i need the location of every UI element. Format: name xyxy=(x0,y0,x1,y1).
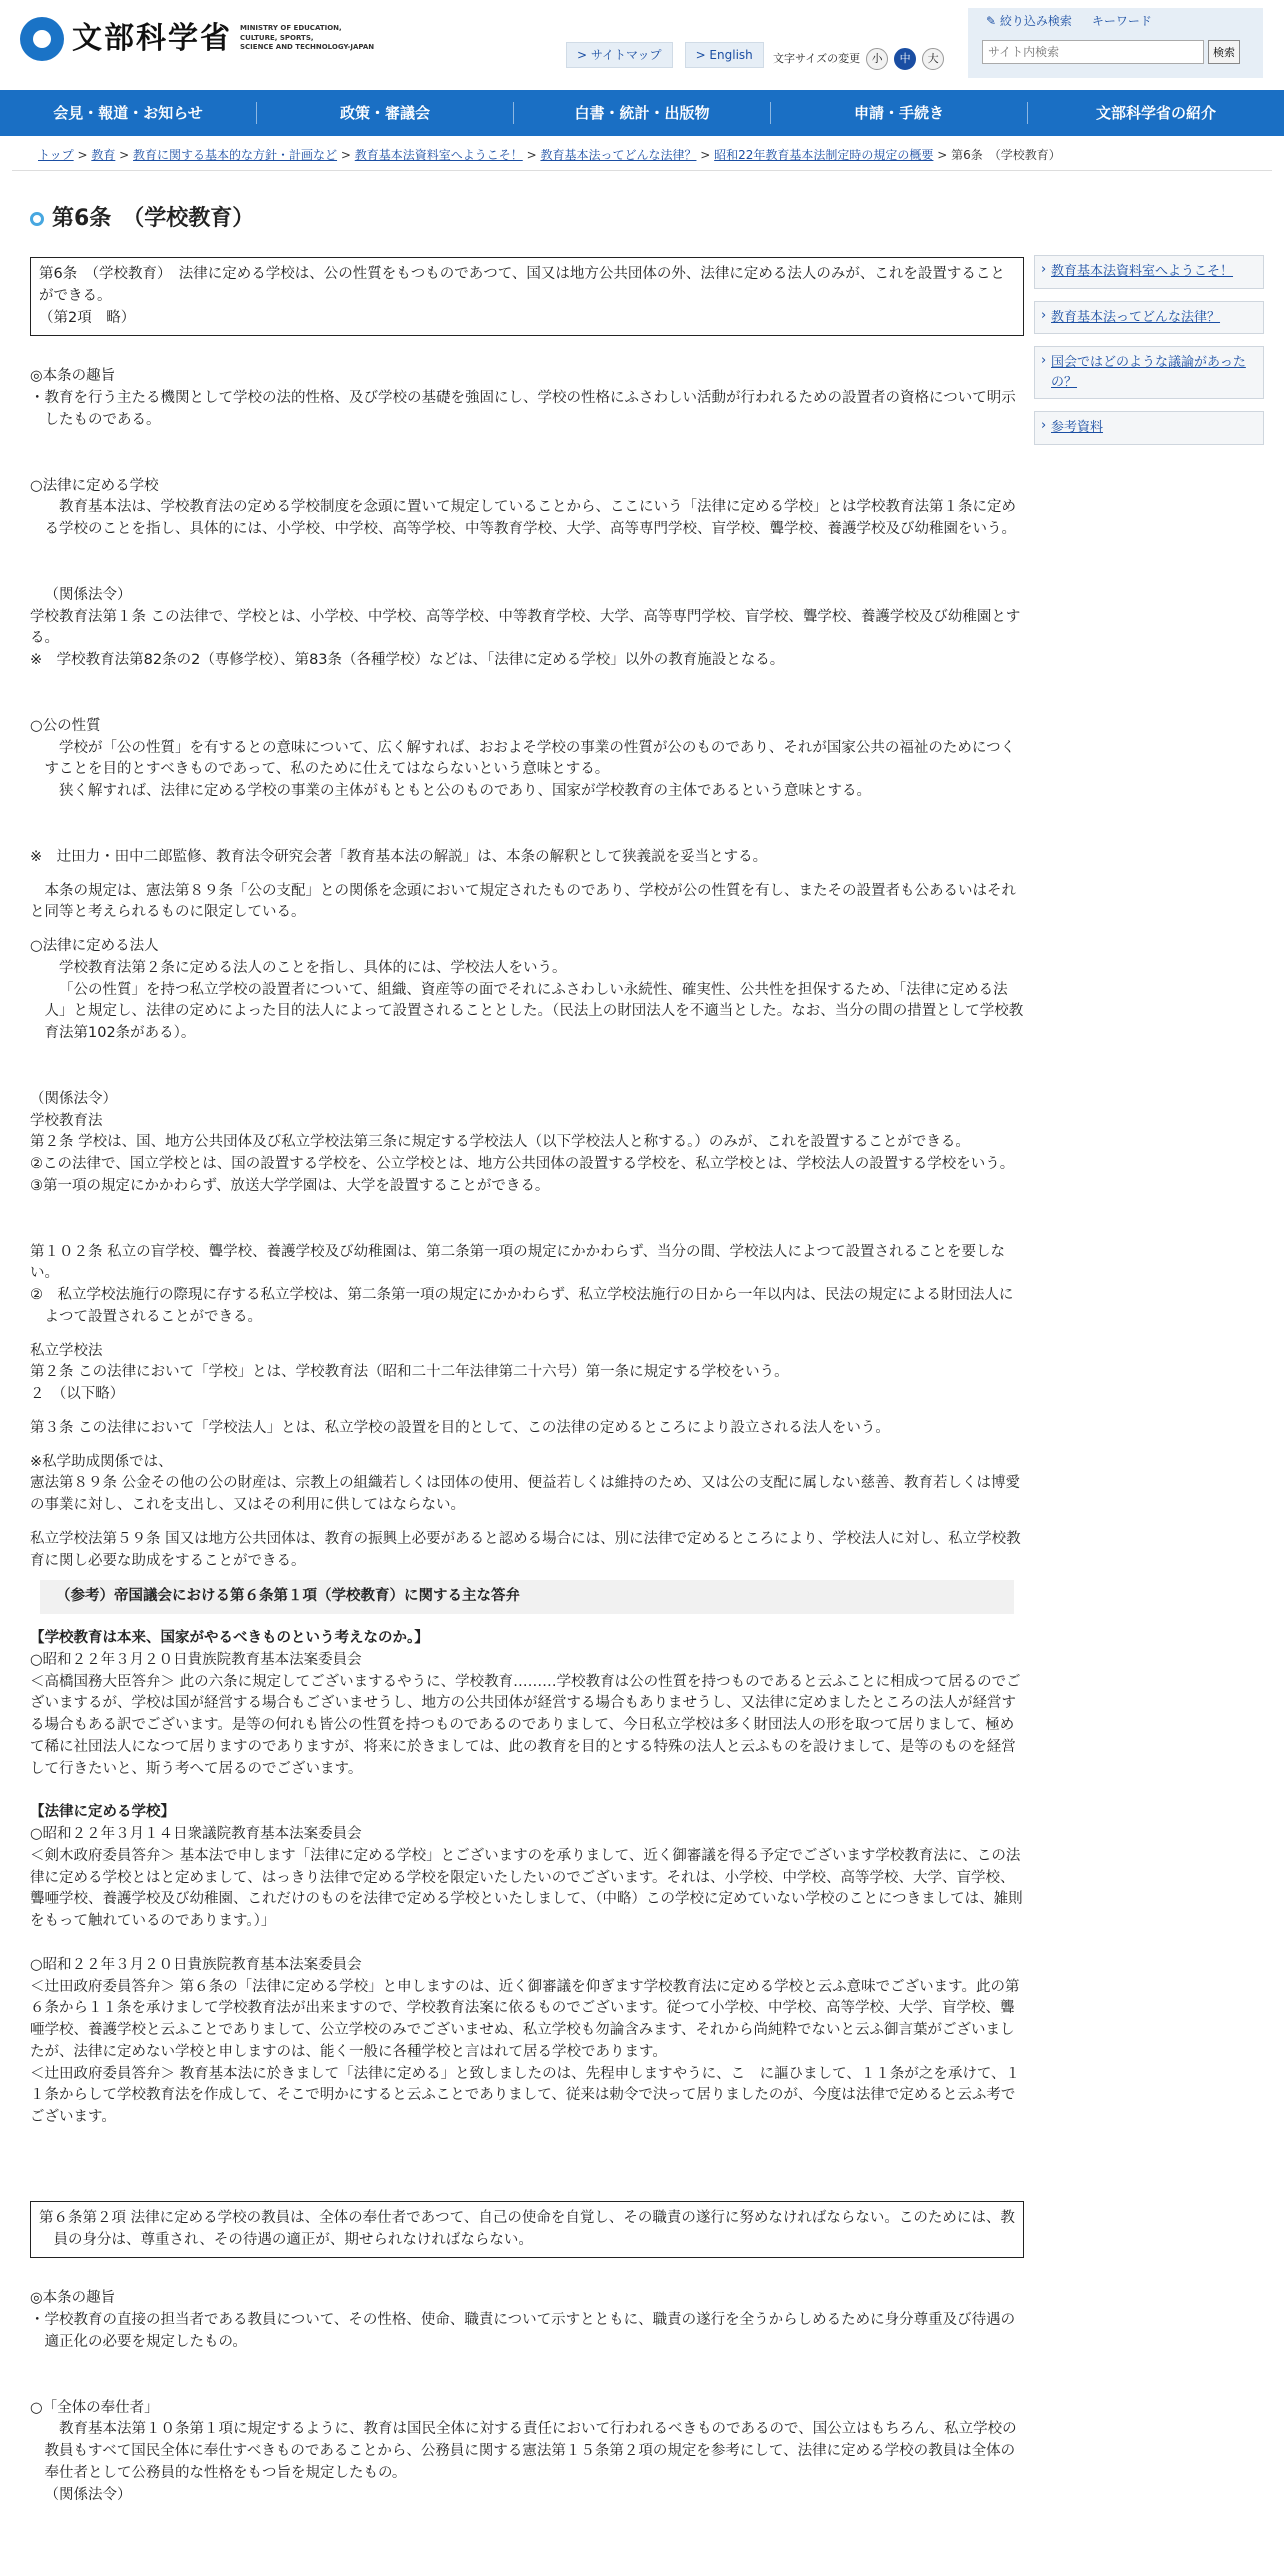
sidebar-link-about-law[interactable]: › 教育基本法ってどんな法律？ xyxy=(1034,301,1264,335)
page-title xyxy=(30,202,1024,235)
section-heading: ◎本条の趣旨 xyxy=(30,368,116,385)
font-size-large-button[interactable]: 大 xyxy=(922,48,944,70)
breadcrumb-link[interactable]: 昭和22年教育基本法制定時の規定の概要 xyxy=(714,148,934,162)
english-link[interactable]: > English xyxy=(685,42,764,68)
sidebar-link-references[interactable]: › 参考資料 xyxy=(1034,411,1264,445)
breadcrumb-link[interactable]: トップ xyxy=(38,148,74,162)
logo-english: MINISTRY OF EDUCATION, CULTURE, SPORTS, SCIENCE AND TECHNOLOGY-JAPAN xyxy=(240,24,375,52)
nav-item-press[interactable]: 会見・報道・お知らせ xyxy=(0,102,257,124)
font-size-control xyxy=(773,48,944,70)
nav-item-about[interactable]: 文部科学省の紹介 xyxy=(1095,103,1216,122)
circle-bullet-icon xyxy=(30,212,44,226)
nav-item-application[interactable]: 申請・手続き xyxy=(771,102,1028,124)
reference-heading: （参考）帝国議会における第６条第１項（学校教育）に関する主な答弁 xyxy=(40,1580,1014,1614)
global-nav xyxy=(0,90,1284,136)
section-heading: ○公の性質 xyxy=(30,717,101,734)
ministry-logo[interactable] xyxy=(20,16,374,61)
breadcrumb-link[interactable]: 教育基本法資料室へようこそ！ xyxy=(354,148,523,162)
nav-item-policy[interactable]: 政策・審議会 xyxy=(257,102,514,124)
site-header xyxy=(0,0,1284,90)
sidebar-link-welcome[interactable]: › 教育基本法資料室へようこそ！ xyxy=(1034,255,1264,289)
sitemap-link[interactable]: > サイトマップ xyxy=(566,42,673,68)
page-title-text: 第6条 （学校教育） xyxy=(52,206,255,231)
font-size-small-button[interactable]: 小 xyxy=(866,48,888,70)
search-tab-keyword[interactable]: キーワード xyxy=(1091,14,1152,28)
breadcrumb-link[interactable]: 教育に関する基本的な方針・計画など xyxy=(133,148,338,162)
sidebar-link-diet[interactable]: › 国会ではどのような議論があったの？ xyxy=(1034,346,1264,399)
nav-item-whitepaper[interactable]: 白書・統計・出版物 xyxy=(514,102,771,124)
logo-mark-icon xyxy=(20,17,64,61)
font-size-medium-button[interactable]: 中 xyxy=(894,48,916,70)
breadcrumb: トップ > 教育 > 教育に関する基本的な方針・計画など > 教育基本法資料室へようこそ！ > 教育基本法ってどんな法律？ > 昭和22年教育基本法制定時の規定の概要 > 第6条 （学校教育） xyxy=(12,136,1272,171)
section-heading: ◎本条の趣旨 xyxy=(30,2290,116,2307)
section-heading: ○法律に定める法人 xyxy=(30,938,159,954)
logo-title: 文部科学省 xyxy=(72,21,232,56)
search-button[interactable]: 検索 xyxy=(1208,40,1240,64)
article-box-6-2: 第６条第２項 法律に定める学校の教員は、全体の奉仕者であつて、自己の使命を自覚し、その職責の遂行に努めなければならない。このためには、教員の身分は、尊重され、その待遇の適正が、期せられなければならない。 xyxy=(30,2201,1024,2259)
main-content: 第6条 （学校教育） 第6条 （学校教育） 法律に定める学校は、公の性質をもつものであつて、国又は地方公共団体の外、法律に定める法人のみが、これを設置することができる。 （第2項 略） ◎本条の趣旨 ・教育を行う主たる機関として学校の法的性格、及び学校の基礎を強固にし、学校の性格にふさわしい活動が行われるための設置者の資格について明示したものである。 ○法律に定める学校 教育基本法は、学校教育法の定める学校制度を念頭に置いて規定していることから、ここにいう「法律に定める学校」とは学校教育法第１条に定める学校のことを指し、具体的には、小学校、中学校、高等学校、中等教育学校、大学、高等専門学校、盲学校、聾学校、養護学校及び幼稚園をいう。 （関係法令） 学校教育法第１条 この法律で、学校とは、小学校、中学校、高等学校、中等教育学校、大学、高等専門学校、盲学校、聾学校、養護学校及び幼稚園とする。 ※ 学校教育法第82条の2（専修学校）、第83条（各種学校）などは、「法律に定める学校」以外の教育施設となる。 ○公の性質 学校が「公の性質」を有するとの意味について、広く解すれば、おおよそ学校の事業の性質が公のものであり、それが国家公共の福祉のためにつくすことを目的とすべきものであって、私のために仕えてはならないという意味とする。 狭く解すれば、法律に定める学校の事業の主体がもともと公のものであり、国家が学校教育の主体であるという意味とする。 ※ 辻田力・田中二郎監修、教育法令研究会著「教育基本法の解説」は、本条の解釈として狭義説を妥当とする。 本条の規定は、憲法第８９条「公の支配」との関係を念頭において規定されたものであり、学校が公の性質を有し、またその設置者も公あるいはそれと同等と考えられるものに限定している。 ○法律に定める法人 学校教育法第２条に定める法人のことを指し、具体的には、学校法人をいう。 「公の性質」を持つ私立学校の設置者について、組織、資産等の面でそれにふさわしい永続性、確実性、公共性を担保するため、「法律に定める法人」と規定し、法律の定めによった目的法人によって設置されることとした。（民法上の財団法人を不適当とした。なお、当分の間の措置として学校教育法第102条がある）。 （関係法令） 学校教育法 第２条 学校は、国、地方公共団体及び私立学校法第三条に規定する学校法人（以下学校法人と称する。）のみが、これを設置することができる。 ②この法律で、国立学校とは、国の設置する学校を、公立学校とは、地方公共団体の設置する学校を、私立学校とは、学校法人の設置する学校をいう。 ③第一項の規定にかかわらず、放送大学学園は、大学を設置することができる。 第１０２条 私立の盲学校、聾学校、養護学校及び幼稚園は、第二条第一項の規定にかかわらず、当分の間、学校法人によつて設置されることを要しない。 ② 私立学校法施行の際現に存する私立学校は、第二条第一項の規定にかかわらず、私立学校法施行の日から一年以内は、民法の規定による財団法人によつて設置されることができる。 私立学校法 第２条 この法律において「学校」とは、学校教育法（昭和二十二年法律第二十六号）第一条に規定する学校をいう。 ２ （以下略） 第３条 この法律において「学校法人」とは、私立学校の設置を目的として、この法律の定めるところにより設立される法人をいう。 ※私学助成関係では、 憲法第８９条 公金その他の公の財産は、宗教上の組織若しくは団体の使用、便益若しくは維持のため、又は公の支配に属しない慈善、教育若しくは博愛の事業に対し、これを支出し、又はその利用に供してはならない。 私立学校法第５９条 国又は地方公共団体は、教育の振興上必要があると認める場合には、別に法律で定めるところにより、学校法人に対し、私立学校教育に関し必要な助成をすることができる。 （参考）帝国議会における第６条第１項（学校教育）に関する主な答弁 【学校教育は本来、国家がやるべきものという考えなのか。】 ○昭和２２年３月２０日貴族院教育基本法案委員会 ＜高橋国務大臣答弁＞ 此の六条に規定してございまするやうに、学校教育………学校教育は公の性質を持つものであると云ふことに相成つて居るのでございまするが、学校は国が経営する場合もございませうし、地方の公共団体が経営する場合もありませうし、又法律に定めましたところの法人が経営する場合もある訳でございます。是等の何れも皆公の性質を持つものであるのでありまして、今日私立学校は多く財団法人の形を取つて居りまして、極めて稀に社団法人になつて居りますのでありますが、将来に於きましては、此の教育を目的とする特殊の法人と云ふものを設けまして、是等のものを経営して行きたいと、斯う考へて居るのでございます。 【法律に定める学校】 ○昭和２２年３月１４日衆議院教育基本法案委員会 ＜剣木政府委員答弁＞ 基本法で申します「法律に定める学校」とございますのを承りまして、近く御審議を得る予定でございます学校教育法に、この法律に定める学校とはと定めまして、はっきり法律で定める学校を限定いたしたいのでございます。それは、小学校、中学校、高等学校、大学、盲学校、聾唖学校、養護学校及び幼稚園、これだけのものを法律で定める学校といたしまして、（中略）この学校に定めていない学校のことにつきましては、雑則をもって触れているのであります。）」 ○昭和２２年３月２０日貴族院教育基本法案委員会 ＜辻田政府委員答弁＞ 第６条の「法律に定める学校」と申しますのは、近く御審議を仰ぎます学校教育法に定める学校と云ふ意味でございます。此の第６条から１１条を承けまして学校教育法が出来ますので、学校教育法案に依るものでございます。従つて小学校、中学校、高等学校、大学、盲学校、聾唖学校、養護学校と云ふことでありまして、公立学校のみでございませぬ、私立学校も勿論含みます、それから尚純粋でないと云ふ御言葉がございましたが、法律に定めない学校と申しますのは、能く一般に各種学校と言はれて居る学校であります。 ＜辻田政府委員答弁＞ 教育基本法に於きまして「法律に定める」と致しましたのは、先程申しますやうに、こ に謳ひまして、１１条が之を承けて、１１条からして学校教育法を作成して、そこで明かにすると云ふことでありまして、従来は勅令で決って居りましたのが、今度は法律で定めると云ふ考でございます。 第６条第２項 法律に定める学校の教員は、全体の奉仕者であつて、自己の使命を自覚し、その職責の遂行に努めなければならない。このためには、教員の身分は、尊重され、その待遇の適正が、期せられなければならない。 ◎本条の趣旨 ・学校教育の直接の担当者である教員について、その性格、使命、職責について示すとともに、職責の遂行を全うからしめるために身分尊重及び待遇の適正化の必要を規定したもの。 ○「全体の奉仕者」 教育基本法第１０条第１項に規定するように、教育は国民全体に対する責任において行われるべきものであるので、国公立はもちろん、私立学校の教員もすべて国民全体に奉仕すべきものであることから、公務員に関する憲法第１５条第２項の規定を参考にして、法律に定める学校の教員は全体の奉仕者として公務員的な性格をもつ旨を規定したもの。 （関係法令） xyxy=(30,200,1024,2506)
search-tab-filter[interactable]: ✎ 絞り込み検索 xyxy=(986,14,1072,28)
sidebar xyxy=(1034,255,1264,457)
section-heading: ○「全体の奉仕者」 xyxy=(30,2399,159,2416)
search-panel xyxy=(968,8,1263,78)
section-heading: ○法律に定める学校 xyxy=(30,477,159,494)
font-size-label: 文字サイズの変更 xyxy=(773,51,861,65)
breadcrumb-current: 第6条 （学校教育） xyxy=(951,148,1061,162)
breadcrumb-link[interactable]: 教育 xyxy=(91,148,116,162)
article-box-6-1: 第6条 （学校教育） 法律に定める学校は、公の性質をもつものであつて、国又は地方公共団体の外、法律に定める法人のみが、これを設置することができる。 （第2項 略） xyxy=(30,257,1024,336)
search-input[interactable] xyxy=(982,40,1204,64)
breadcrumb-link[interactable]: 教育基本法ってどんな法律？ xyxy=(540,148,697,162)
